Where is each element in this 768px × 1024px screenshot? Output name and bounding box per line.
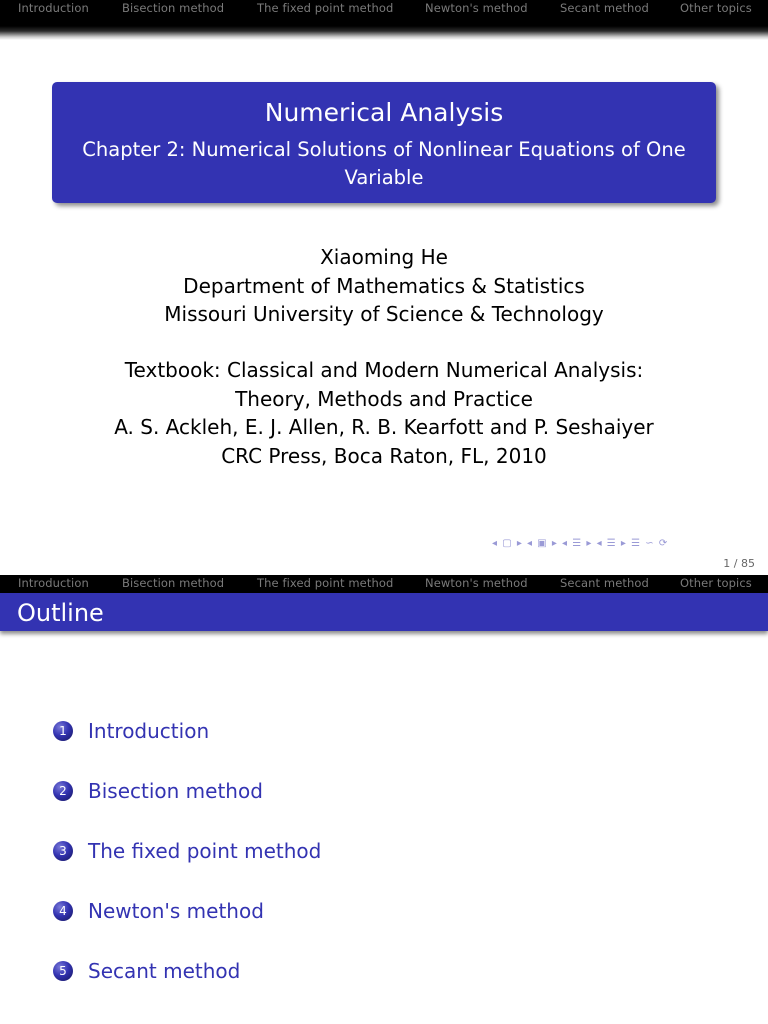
nav-newtons-method-2[interactable]: Newton's method	[425, 576, 528, 590]
outline-link-fixed-point[interactable]: The fixed point method	[88, 839, 322, 863]
slide-2	[0, 575, 768, 1024]
frame-title: Outline	[17, 599, 104, 627]
beamer-navigation-symbols[interactable]: ◂ ▢ ▸ ◂ ▣ ▸ ◂ ☰ ▸ ◂ ☰ ▸ ☰ ∽ ⟳	[492, 538, 669, 549]
nav-bisection-method-2[interactable]: Bisection method	[122, 576, 225, 590]
page-number: 1 / 85	[723, 557, 755, 570]
nav-introduction[interactable]: Introduction	[18, 1, 89, 15]
outline-item-fixed-point[interactable]	[53, 839, 321, 899]
outline-item-introduction[interactable]	[53, 719, 321, 779]
outline-list	[53, 719, 321, 1019]
section-number-ball: 2	[53, 781, 73, 801]
nav-other-topics[interactable]: Other topics	[680, 1, 752, 15]
nav-newtons-method[interactable]: Newton's method	[425, 1, 528, 15]
presentation-subtitle: Chapter 2: Numerical Solutions of Nonlinear Equations of One Variable	[82, 138, 686, 189]
nav-other-topics-2[interactable]: Other topics	[680, 576, 752, 590]
section-number-ball: 3	[53, 841, 73, 861]
outline-item-bisection[interactable]	[53, 779, 321, 839]
nav-fixed-point-method-2[interactable]: The fixed point method	[257, 576, 394, 590]
nav-introduction-2[interactable]: Introduction	[18, 576, 89, 590]
textbook-line-4: CRC Press, Boca Raton, FL, 2010	[221, 443, 547, 468]
textbook-info	[0, 356, 768, 470]
author-name: Xiaoming He	[320, 245, 448, 269]
section-number-ball: 5	[53, 961, 73, 981]
nav-secant-method[interactable]: Secant method	[560, 1, 649, 15]
outline-item-secant[interactable]	[53, 959, 321, 1019]
section-number-ball: 4	[53, 901, 73, 921]
outline-link-newton[interactable]: Newton's method	[88, 899, 264, 923]
nav-secant-method-2[interactable]: Secant method	[560, 576, 649, 590]
presentation-title: Numerical Analysis	[264, 98, 504, 127]
top-navigation-bar-2	[0, 575, 768, 593]
outline-link-introduction[interactable]: Introduction	[88, 719, 210, 743]
author-info	[0, 243, 768, 329]
textbook-line-3: A. S. Ackleh, E. J. Allen, R. B. Kearfott and P. Seshaiyer	[114, 415, 654, 439]
outline-link-secant[interactable]: Secant method	[88, 959, 241, 983]
author-department: Department of Mathematics & Statistics	[183, 273, 585, 298]
top-navigation-bar	[0, 0, 768, 40]
nav-fixed-point-method[interactable]: The fixed point method	[257, 1, 394, 15]
textbook-line-1: Textbook: Classical and Modern Numerical Analysis:	[124, 358, 644, 382]
textbook-line-2: Theory, Methods and Practice	[235, 386, 533, 411]
outline-item-newton[interactable]	[53, 899, 321, 959]
author-university: Missouri University of Science & Technology	[164, 302, 604, 326]
nav-bisection-method[interactable]: Bisection method	[122, 1, 225, 15]
outline-link-bisection[interactable]: Bisection method	[88, 779, 263, 803]
title-block	[52, 82, 716, 203]
frame-title-bar	[0, 593, 768, 631]
section-number-ball: 1	[53, 721, 73, 741]
